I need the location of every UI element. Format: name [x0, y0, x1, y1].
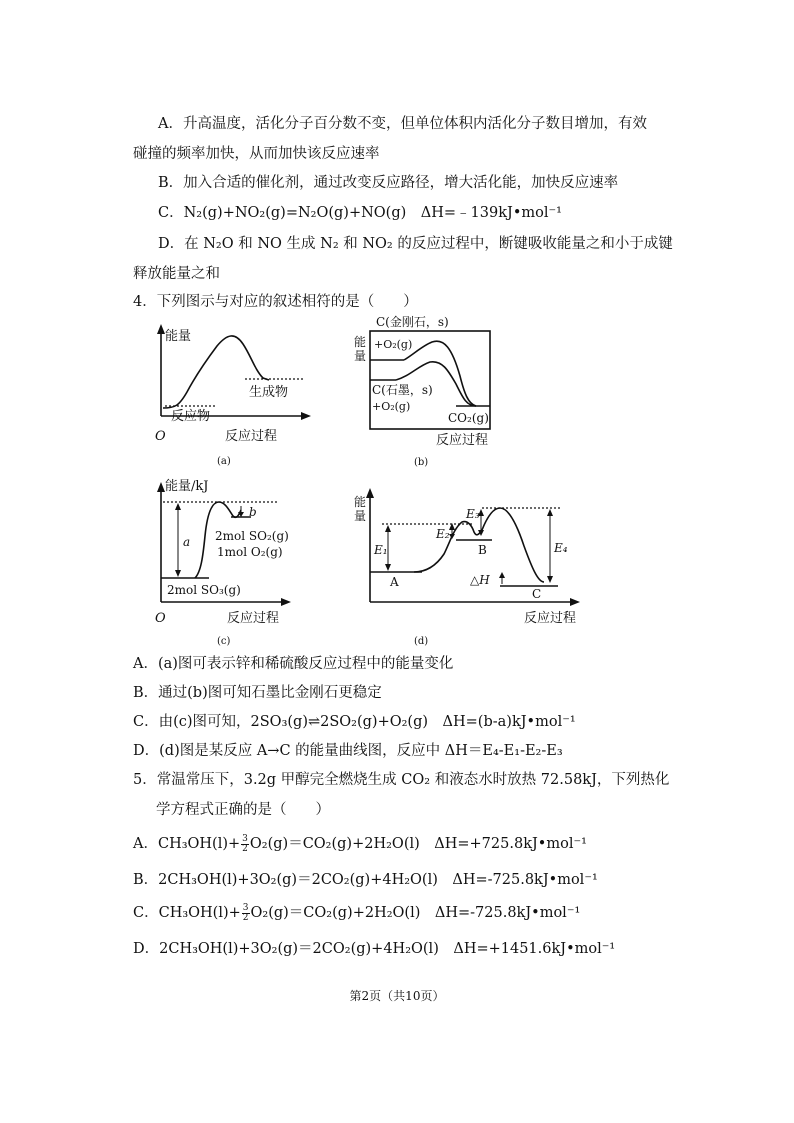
q3-option-a-line2: 碰撞的频率加快，从而加快该反应速率	[133, 146, 380, 162]
q3-option-d-line2: 释放能量之和	[133, 266, 220, 282]
figure-c-lower-label: 2mol SO₃(g)	[167, 583, 241, 597]
figure-d-c-label: C	[532, 587, 542, 601]
figure-a-origin-label: O	[155, 429, 166, 444]
figure-d-e1-label: E₁	[374, 543, 388, 557]
q4-option-c: C．由(c)图可知，2SO₃(g)⇌2SO₂(g)+O₂(g) ΔH=(b-a)kJ•mol⁻¹	[133, 714, 576, 730]
figure-b-product-label: CO₂(g)	[448, 411, 489, 425]
q4-option-a: A．(a)图可表示锌和稀硫酸反应过程中的能量变化	[133, 656, 454, 672]
figure-c	[145, 476, 345, 646]
figure-d-y-axis-label-2: 量	[354, 509, 367, 523]
q4-option-d: D．(d)图是某反应 A→C 的能量曲线图，反应中 ΔH＝E₄-E₁-E₂-E₃	[133, 743, 563, 759]
figure-b-x-axis-label: 反应过程	[436, 433, 489, 448]
figure-c-origin-label: O	[155, 611, 166, 626]
figure-b-graphite-label-2: +O₂(g)	[372, 400, 411, 413]
q3-option-c: C．N₂(g)+NO₂(g)=N₂O(g)+NO(g) ΔH=﹣139kJ•mol⁻¹	[158, 205, 562, 221]
figure-a	[145, 322, 345, 472]
figure-b-y-axis-label-1: 能	[354, 335, 367, 349]
fraction-3-2	[242, 904, 250, 923]
figure-a-caption: (a)	[217, 456, 231, 467]
page-footer: 第2页（共10页）	[349, 989, 445, 1003]
figure-d-x-axis-label: 反应过程	[524, 611, 577, 626]
q5-option-c-prefix: C．CH₃OH(l)+	[133, 905, 241, 921]
q5-option-c-suffix: O₂(g)＝CO₂(g)+2H₂O(l) ΔH=-725.8kJ•mol⁻¹	[250, 905, 581, 921]
fraction-denominator: 2	[242, 912, 249, 923]
figure-d	[352, 476, 592, 646]
figure-a-reactant-label: 反应物	[171, 409, 211, 424]
q5-option-d: D．2CH₃OH(l)+3O₂(g)＝2CO₂(g)+4H₂O(l) ΔH=+1451.6kJ•mol⁻¹	[133, 941, 616, 957]
fraction-numerator: 3	[242, 902, 249, 913]
figure-d-a-label: A	[390, 575, 399, 589]
figure-b	[352, 314, 522, 468]
figure-c-y-axis-label: 能量/kJ	[165, 479, 209, 494]
q5-option-b: B．2CH₃OH(l)+3O₂(g)＝2CO₂(g)+4H₂O(l) ΔH=-725.8kJ•mol⁻¹	[133, 872, 598, 888]
figure-a-y-axis-label: 能量	[165, 329, 192, 344]
figure-d-dh-label: △H	[470, 573, 490, 587]
q3-option-a-line1: A．升高温度，活化分子百分数不变，但单位体积内活化分子数目增加，有效	[158, 116, 647, 132]
figure-b-diamond-label-2: +O₂(g)	[374, 338, 413, 351]
figure-d-caption: (d)	[414, 636, 429, 647]
figure-d-y-axis-label-1: 能	[354, 495, 367, 509]
figure-c-upper-label-2: 1mol O₂(g)	[217, 545, 283, 559]
q5-option-a	[133, 834, 587, 854]
fraction-3-2	[241, 835, 249, 854]
figure-c-a-label: a	[183, 535, 191, 549]
q4-stem: 4．下列图示与对应的叙述相符的是（ ）	[133, 294, 418, 310]
figure-d-e2-label: E₂	[436, 527, 450, 541]
figure-d-b-label: B	[478, 543, 487, 557]
figure-c-x-axis-label: 反应过程	[227, 611, 280, 626]
figure-b-caption: (b)	[414, 457, 429, 468]
figure-d-e4-label: E₄	[554, 541, 568, 555]
q3-option-b: B．加入合适的催化剂，通过改变反应路径，增大活化能，加快反应速率	[158, 175, 619, 191]
figure-a-x-axis-label: 反应过程	[225, 429, 278, 444]
figure-b-diamond-label-1: C(金刚石，s)	[376, 315, 449, 329]
q5-option-a-suffix: O₂(g)＝CO₂(g)+2H₂O(l) ΔH=+725.8kJ•mol⁻¹	[249, 836, 587, 852]
figure-c-caption: (c)	[217, 636, 231, 647]
fraction-numerator: 3	[242, 833, 248, 844]
figure-d-e3-label: E₃	[466, 507, 480, 521]
q5-stem-line1: 5．常温常压下，3.2g 甲醇完全燃烧生成 CO₂ 和液态水时放热 72.58kJ，下列热化	[133, 772, 670, 788]
figure-b-graphite-label-1: C(石墨，s)	[372, 383, 433, 397]
figure-b-y-axis-label-2: 量	[354, 349, 367, 363]
figure-a-product-label: 生成物	[249, 385, 289, 400]
figure-c-upper-label-1: 2mol SO₂(g)	[215, 529, 289, 543]
q4-option-b: B．通过(b)图可知石墨比金刚石更稳定	[133, 685, 382, 701]
figure-c-b-label: b	[249, 505, 257, 519]
q3-option-d-line1: D．在 N₂O 和 NO 生成 N₂ 和 NO₂ 的反应过程中，断键吸收能量之和小于成键	[158, 236, 673, 252]
q5-stem-line2: 学方程式正确的是（ ）	[156, 802, 330, 818]
q5-option-c	[133, 903, 580, 923]
fraction-denominator: 2	[242, 843, 248, 854]
q5-option-a-prefix: A．CH₃OH(l)+	[133, 836, 241, 852]
